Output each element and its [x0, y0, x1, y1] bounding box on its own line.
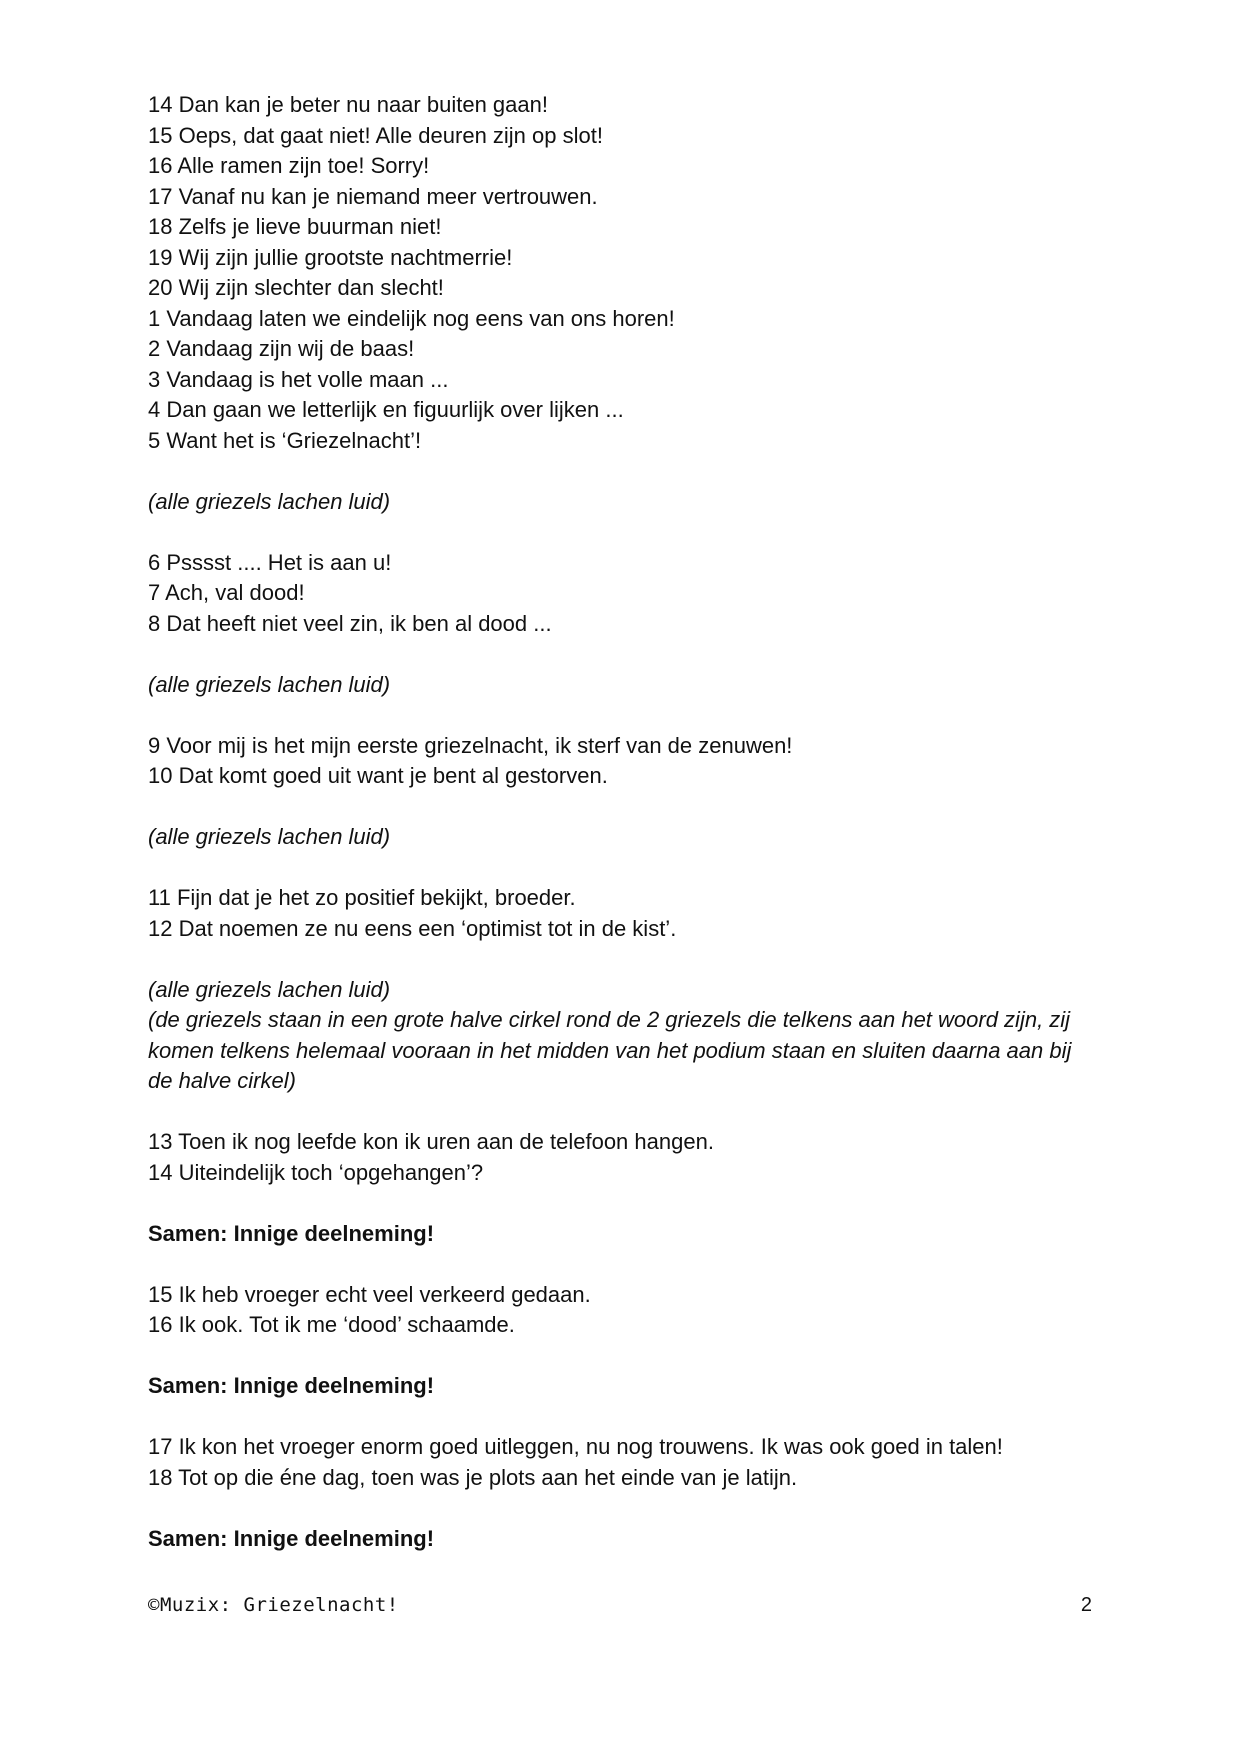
spacer [148, 639, 1098, 670]
script-line: 17 Ik kon het vroeger enorm goed uitleggen, nu nog trouwens. Ik was ook goed in talen! [148, 1434, 1003, 1459]
chorus-line: Samen: Innige deelneming! [148, 1373, 435, 1398]
script-line: 5 Want het is ‘Griezelnacht’! [148, 427, 422, 453]
script-line: 13 Toen ik nog leefde kon ik uren aan de telefoon hangen. [148, 1129, 714, 1154]
stage-direction: (alle griezels lachen luid) [148, 824, 391, 849]
spacer [148, 1249, 1098, 1280]
stage-direction: (alle griezels lachen luid) [148, 976, 391, 1002]
script-line: 10 Dat komt goed uit want je bent al gestorven. [148, 763, 608, 788]
script-line: 8 Dat heeft niet veel zin, ik ben al dood ... [148, 610, 552, 636]
script-line: 9 Voor mij is het mijn eerste griezelnacht, ik sterf van de zenuwen! [148, 732, 793, 758]
spacer [148, 1341, 1098, 1372]
script-line: 20 Wij zijn slechter dan slecht! [148, 275, 444, 300]
chorus-line: Samen: Innige deelneming! [148, 1220, 435, 1246]
spacer [148, 1493, 1098, 1524]
footer-copyright: ©Muzix: Griezelnacht! [148, 1594, 399, 1616]
script-body [148, 90, 1098, 1554]
script-line: 11 Fijn dat je het zo positief bekijkt, broeder. [148, 885, 576, 910]
stage-direction: (alle griezels lachen luid) [148, 488, 391, 514]
script-line: 19 Wij zijn jullie grootste nachtmerrie! [148, 244, 513, 270]
spacer [148, 517, 1098, 548]
chorus-line: Samen: Innige deelneming! [148, 1525, 435, 1551]
spacer [148, 944, 1098, 975]
script-line: 18 Tot op die éne dag, toen was je plots aan het einde van je latijn. [148, 1464, 798, 1490]
spacer [148, 700, 1098, 731]
script-line: 3 Vandaag is het volle maan ... [148, 366, 449, 392]
script-line: 12 Dat noemen ze nu eens een ‘optimist tot in de kist’. [148, 915, 677, 941]
script-line: 7 Ach, val dood! [148, 580, 305, 605]
script-line: 4 Dan gaan we letterlijk en figuurlijk over lijken ... [148, 397, 624, 422]
script-line: 1 Vandaag laten we eindelijk nog eens van ons horen! [148, 305, 675, 331]
spacer [148, 1188, 1098, 1219]
script-line: 2 Vandaag zijn wij de baas! [148, 336, 415, 361]
stage-direction-circle: (de griezels staan in een grote halve cirkel rond de 2 griezels die telkens aan het woord zijn, zij komen telkens helemaal vooraan in het midden van het podium staan en sluiten daarna aan bij de halve cirkel) [148, 1007, 1072, 1093]
spacer [148, 456, 1098, 487]
page-number: 2 [1080, 1594, 1092, 1616]
script-line: 15 Ik heb vroeger echt veel verkeerd gedaan. [148, 1281, 591, 1307]
script-line: 15 Oeps, dat gaat niet! Alle deuren zijn op slot! [148, 122, 603, 148]
script-line: 17 Vanaf nu kan je niemand meer vertrouwen. [148, 183, 598, 209]
script-line: 16 Alle ramen zijn toe! Sorry! [148, 153, 430, 178]
spacer [148, 1097, 1098, 1128]
script-line: 6 Psssst .... Het is aan u! [148, 549, 392, 575]
stage-direction: (alle griezels lachen luid) [148, 671, 391, 697]
script-line: 18 Zelfs je lieve buurman niet! [148, 214, 442, 239]
spacer [148, 853, 1098, 884]
spacer [148, 1402, 1098, 1433]
script-line: 14 Uiteindelijk toch ‘opgehangen’? [148, 1159, 484, 1185]
spacer [148, 792, 1098, 823]
script-line: 16 Ik ook. Tot ik me ‘dood’ schaamde. [148, 1312, 515, 1337]
script-line: 14 Dan kan je beter nu naar buiten gaan! [148, 92, 548, 117]
